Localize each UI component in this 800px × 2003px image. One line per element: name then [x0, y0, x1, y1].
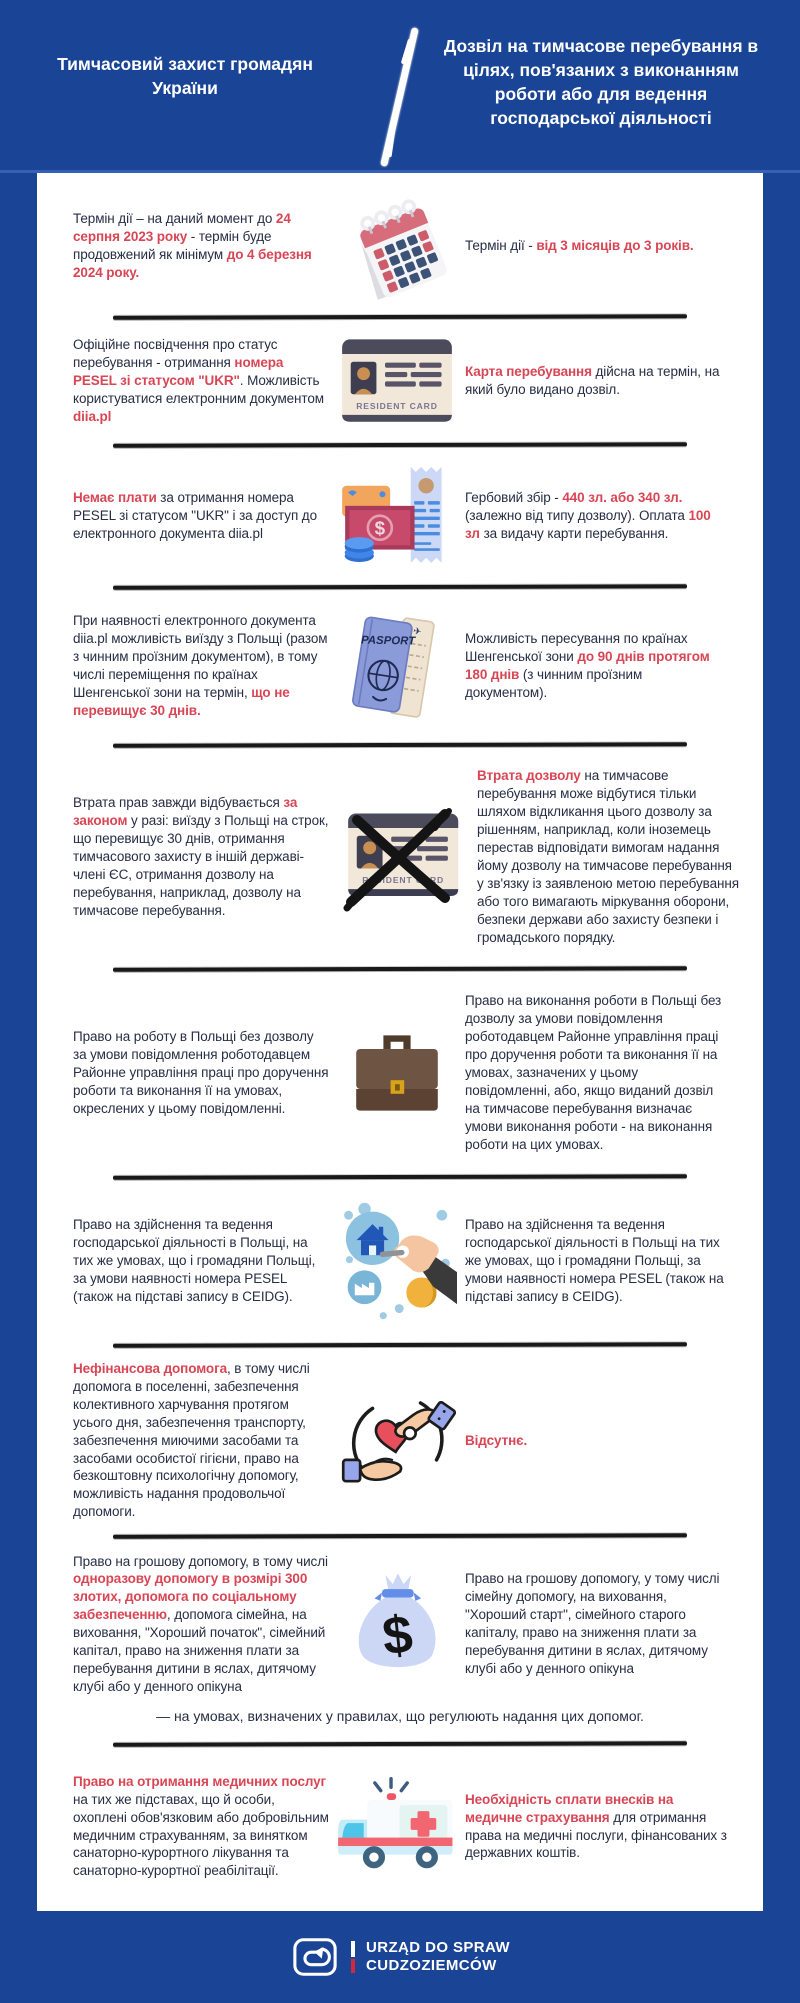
residence-permit-text	[465, 992, 727, 1154]
highlighted-text: 100 зл	[465, 507, 711, 541]
row-validity	[37, 181, 763, 312]
svg-text:RESIDENT CARD: RESIDENT CARD	[356, 401, 438, 412]
text: за отримання номера PESEL зі статусом "UKR" і за доступ до електронного документа diia.pl	[73, 489, 317, 541]
temporary-protection-text	[73, 1028, 329, 1118]
highlighted-text: 440 зл. або 340 зл.	[562, 489, 683, 505]
highlighted-text: Право на отримання медичних послуг	[73, 1773, 327, 1789]
right-column-title: Дозвіл на тимчасове перебування в цілях, пов'язаних з виконанням роботи або для ведення господарської діяльності	[443, 36, 759, 129]
row-loss-of-rights	[37, 750, 763, 964]
text: Право на виконання роботи в Польщі без дозволу за умови повідомлення роботодавцем Районне управління праці про доручення роботи та виконання її на умовах, зазначених у цьому повідомленні, або, якщо виданий дозвіл на тимчасове перебування визначає умови виконання роботи - на виконання роботи на цих умовах.	[465, 992, 722, 1152]
briefcase-icon	[345, 1029, 449, 1117]
row-icon-cell	[333, 609, 461, 723]
highlighted-text: номера PESEL зі статусом "UKR"	[73, 354, 284, 388]
highlighted-text: Втрата дозволу	[477, 768, 581, 783]
temporary-protection-text	[73, 1216, 329, 1306]
row-business	[37, 1182, 763, 1340]
resident-card-icon	[337, 336, 457, 425]
residence-permit-text	[477, 767, 739, 947]
scribble-divider	[113, 584, 687, 590]
temporary-protection-text	[73, 210, 329, 282]
temporary-protection-text	[73, 489, 329, 543]
row-icon-cell	[333, 1029, 461, 1117]
row-icon-cell	[333, 798, 473, 916]
header	[0, 0, 800, 173]
highlighted-text: Немає плати	[73, 489, 157, 505]
row-icon-cell	[333, 1777, 461, 1875]
comparison-panel	[37, 173, 763, 1911]
residence-permit-text	[465, 363, 727, 399]
text: Право на здійснення та ведення господарської діяльності в Польщі на тих же умовах, що і громадяни Польщі, за умови наявності номера PESEL (також на підставі запису в CEIDG).	[465, 1216, 724, 1304]
temporary-protection-text	[73, 612, 329, 720]
text: Офіційне посвідчення про статус перебування - отримання	[73, 336, 278, 370]
text: Право на здійснення та ведення господарської діяльності в Польщі, на тих же умовах, що і громадяни Польщі, за умови наявності номера PESEL (також на підставі запису в CEIDG).	[73, 1216, 316, 1304]
text: Можливість пересування по країнах Шенгенської зони	[465, 630, 688, 664]
residence-permit-text	[465, 1570, 727, 1678]
text: у разі: виїзду з Польщі на строк, що перевищує 30 днів, отримання тимчасового захисту в іншій державі-члені ЄС, отримання дозволу на перебування, наприклад, дозволу на тимчасове перебування.	[73, 812, 329, 918]
row-financial-aid	[37, 1541, 763, 1707]
residence-permit-text	[465, 1216, 727, 1306]
text: Термін дії -	[465, 238, 537, 254]
text: Право на грошову допомогу, в тому числі	[73, 1553, 328, 1569]
temporary-protection-text	[73, 1553, 329, 1697]
highlighted-text: 24 серпня 2023 року	[73, 211, 291, 245]
payment-icon	[337, 460, 457, 571]
highlighted-text: за законом	[73, 794, 298, 828]
temporary-protection-text	[73, 1773, 329, 1881]
passport-icon	[344, 609, 450, 723]
highlighted-text: від 3 місяців до 3 років.	[536, 238, 694, 254]
uds-logo-icon	[290, 1934, 340, 1980]
svg-text:✈: ✈	[412, 625, 423, 638]
scribble-divider	[113, 966, 687, 972]
conditions-footnote: — на умовах, визначених у правилах, що регулюють надання цих допомог.	[156, 1708, 644, 1725]
temporary-protection-text	[73, 794, 329, 920]
text: . Можливість користуватися електронним документом	[73, 372, 324, 406]
text: на тих же підставах, що й особи, охоплені обов'язковим або добровільним медичним страхуванням, за винятком санаторно-курортного лікування та санаторно-курортної реабілітації.	[73, 1791, 329, 1879]
text: При наявності електронного документа diia.pl можливість виїзду з Польщі (разом з чинним проїзним документом), в тому числі переміщення по країнах Шенгенської зони на термін,	[73, 612, 328, 700]
text: за видачу карти перебування.	[479, 525, 669, 541]
residence-permit-text	[465, 630, 727, 702]
highlighted-text: до 4 березня 2024 року.	[73, 247, 312, 281]
text: Право на грошову допомогу, у тому числі сімейну допомогу, на виховання, "Хороший старт", сімейного старого капіталу, право на зниження плати за перебування дитини в яслах, дитячому клубі або у денного опікуна	[465, 1571, 720, 1677]
residence-permit-text	[465, 237, 727, 255]
text: , в тому числі допомога в поселенні, забезпечення колективного харчування протягом усього дня, забезпечення транспорту, забезпечення миючими засобами та засобами особистої гігієни, право на безкоштовну психологічну допомогу, можливість надання продовольчої допомоги.	[73, 1360, 310, 1520]
residence-permit-text	[465, 1432, 727, 1450]
scribble-divider	[113, 442, 687, 448]
highlighted-text: Карта перебування	[465, 363, 592, 379]
scribble-divider	[113, 1741, 687, 1747]
text: Гербовий збір -	[465, 489, 563, 505]
highlighted-text: що не перевищує 30 днів.	[73, 684, 290, 718]
money-bag-icon	[347, 1570, 447, 1678]
text: Право на роботу в Польщі без дозволу за умови повідомлення роботодавцем Районне управління праці про доручення роботи та виконання її на умовах, окреслених у цьому повідомленні.	[73, 1028, 329, 1116]
text: - термін буде продовжений як мінімум	[73, 229, 272, 263]
row-icon-cell	[333, 336, 461, 425]
text: Втрата прав завжди відбувається	[73, 794, 284, 810]
text: Термін дії – на даний момент до	[73, 211, 276, 227]
row-fees	[37, 450, 763, 582]
highlighted-text: diia.pl	[73, 408, 112, 424]
text: дійсна на термін, на який було видано дозвіл.	[465, 363, 720, 397]
residence-permit-text	[465, 1791, 727, 1863]
temporary-protection-text	[73, 336, 329, 426]
row-icon-cell	[333, 1570, 461, 1678]
row-icon-cell	[333, 1201, 461, 1321]
org-name-line1: URZĄD DO SPRAW	[366, 1938, 510, 1956]
text: (залежно від типу дозволу). Оплата	[465, 507, 689, 523]
text: , допомога сімейна, на виховання, "Хороший початок", сімейний капітал, право на зниження плати за перебування дитини в яслах, дитячому клубі або у денного опікуна	[73, 1607, 326, 1695]
scribble-divider	[113, 742, 687, 748]
org-name-line2: CUDZOZIEMCÓW	[366, 1956, 497, 1974]
logo-divider-bar	[351, 1941, 355, 1973]
svg-text:PASPORT: PASPORT	[361, 634, 416, 648]
highlighted-text: Нефінансова допомога	[73, 1360, 227, 1376]
svg-text:$: $	[374, 517, 386, 539]
row-travel	[37, 592, 763, 740]
ambulance-icon	[333, 1777, 461, 1875]
calendar-icon	[337, 191, 457, 302]
scribble-divider	[113, 314, 687, 320]
hands-heart-icon	[337, 1387, 457, 1494]
row-icon-cell	[333, 460, 461, 571]
row-non-financial-aid	[37, 1350, 763, 1532]
highlighted-text: одноразову допомогу в розмірі 300 злотих, допомога по соціальному забезпеченню	[73, 1571, 308, 1623]
revoked-card-icon	[333, 798, 473, 916]
highlighted-text: Відсутнє.	[465, 1432, 528, 1448]
row-work	[37, 974, 763, 1172]
row-icon-cell	[333, 191, 461, 302]
scribble-divider	[113, 1534, 687, 1540]
row-status-document	[37, 322, 763, 440]
temporary-protection-text	[73, 1360, 329, 1522]
business-icon	[337, 1201, 457, 1321]
row-healthcare	[37, 1749, 763, 1905]
svg-text:RESIDENT CARD: RESIDENT CARD	[362, 874, 445, 885]
scribble-divider	[113, 1342, 687, 1348]
residence-permit-text	[465, 489, 727, 543]
text: на тимчасове перебування може відбутися тільки шляхом відкликання цього дозволу за рішенням, наприклад, коли іноземець перестав відповідати вимогам надання йому дозволу на тимчасове перебування у зв'язку із заявленою метою перебування або того вимагають міркування оборони, безпеки держави або захисту безпеки і громадського порядку.	[477, 768, 739, 945]
footer	[0, 1911, 800, 2003]
row-icon-cell	[333, 1387, 461, 1494]
left-column-title: Тимчасовий захист громадян України	[57, 54, 313, 99]
text: (з чинним проїзним документом).	[465, 666, 643, 700]
scribble-divider	[113, 1174, 687, 1180]
highlighted-text: Необхідність сплати внесків на медичне страхування	[465, 1791, 674, 1825]
text: для отримання права на медичні послуги, фінансованих з державних коштів.	[465, 1809, 727, 1861]
logo-text	[366, 1939, 510, 1975]
highlighted-text: до 90 днів протягом 180 днів	[465, 648, 710, 682]
svg-text:$: $	[379, 1605, 416, 1667]
